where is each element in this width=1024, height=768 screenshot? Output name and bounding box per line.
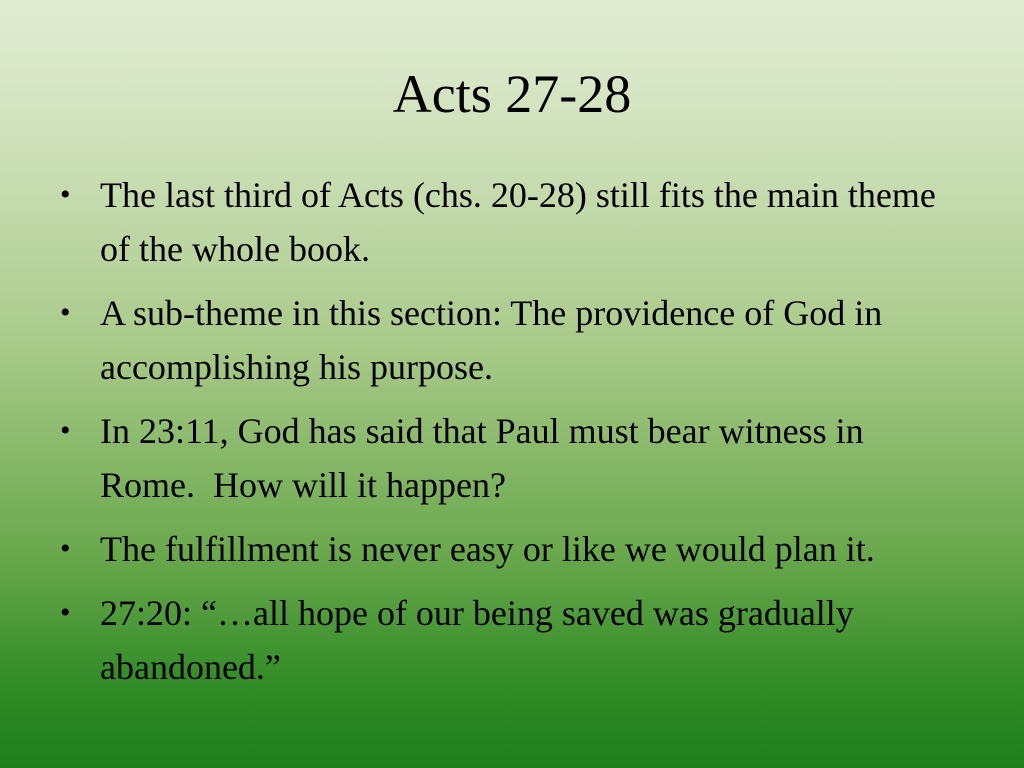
- bullet-item-2: • A sub-theme in this section: The providence of God in accomplishing his purpose.: [54, 286, 959, 394]
- bullet-item-5: • 27:20: “…all hope of our being saved was gradually abandoned.”: [54, 586, 959, 694]
- bullet-list: [54, 168, 959, 704]
- bullet-item-3: • In 23:11, God has said that Paul must bear witness in Rome. How will it happen?: [54, 404, 959, 512]
- bullet-item-4: • The fulfillment is never easy or like we would plan it.: [54, 522, 959, 576]
- slide-title: Acts 27-28: [392, 64, 632, 124]
- bullet-item-1: • The last third of Acts (chs. 20-28) still fits the main theme of the whole book.: [54, 168, 959, 276]
